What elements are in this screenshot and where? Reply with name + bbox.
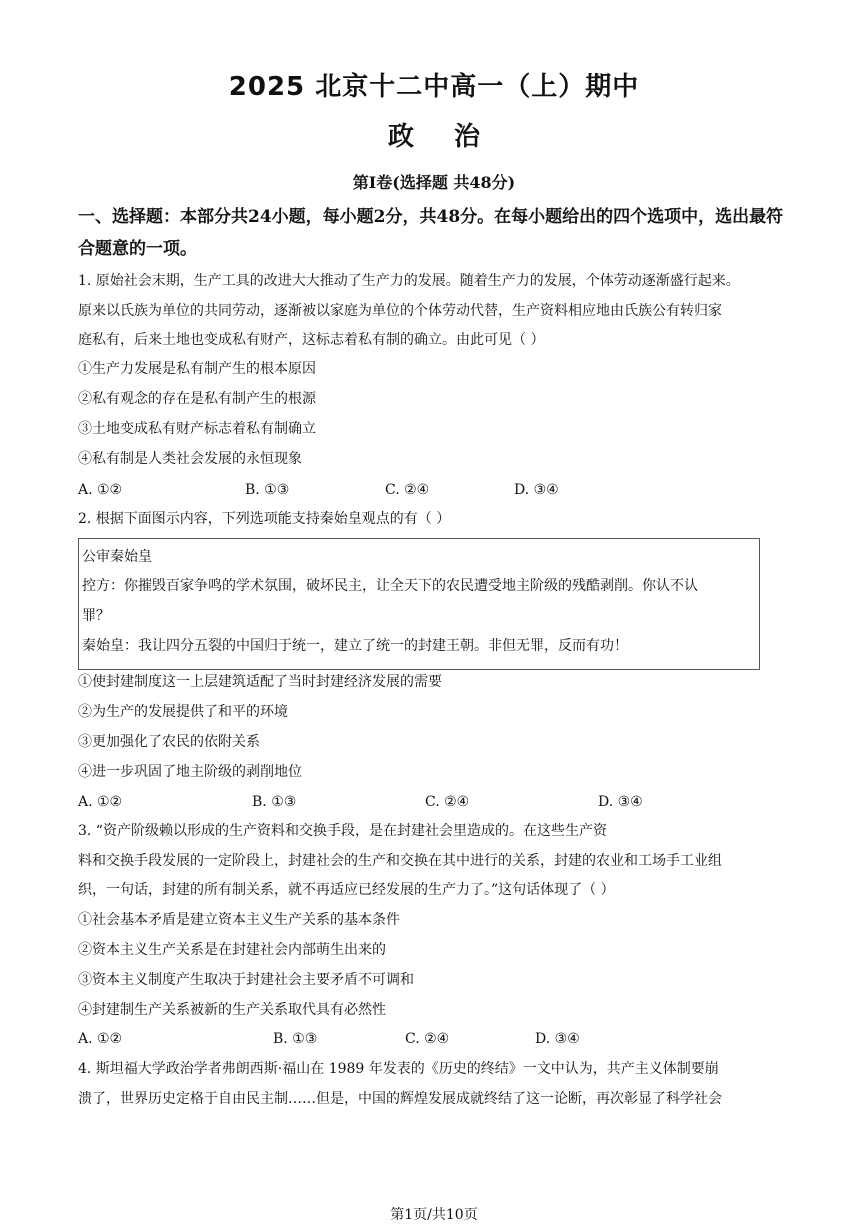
q3-statement-3: ③资本主义制度产生取决于封建社会主要矛盾不可调和 <box>78 972 414 988</box>
q2-box-line-3: 罪？ <box>82 608 110 624</box>
q2-statement-1: ①使封建制度这一上层建筑适配了当时封建经济发展的需要 <box>78 674 442 690</box>
exam-title: 2025 北京十二中高一（上）期中 <box>228 72 640 102</box>
q3-stem-line-3: 织，一句话，封建的所有制关系，就不再适应已经发展的生产力了。”这句话体现了（ ） <box>78 882 615 898</box>
section-heading: 一、选择题：本部分共24小题，每小题2分，共48分。在每小题给出的四个选项中，选出最符合题意的一项。 <box>78 207 784 259</box>
q1-statement-3: ③土地变成私有财产标志着私有制确立 <box>78 421 316 437</box>
q2-material-box <box>78 538 760 670</box>
q2-option-a[interactable]: A. ①② <box>78 794 123 810</box>
volume-heading: 第Ⅰ卷(选择题 共48分) <box>352 173 516 192</box>
q4-stem-line-2: 溃了，世界历史定格于自由民主制……但是，中国的辉煌发展成就终结了这一论断，再次彰显了科学社会 <box>78 1091 722 1107</box>
q1-stem-line-2: 原来以氏族为单位的共同劳动，逐渐被以家庭为单位的个体劳动代替，生产资料相应地由氏族公有转归家 <box>78 303 722 319</box>
q3-option-b[interactable]: B. ①③ <box>273 1031 318 1047</box>
q1-option-b[interactable]: B. ①③ <box>245 482 290 498</box>
q3-option-c[interactable]: C. ②④ <box>405 1031 450 1047</box>
q3-stem-line-2: 料和交换手段发展的一定阶段上，封建社会的生产和交换在其中进行的关系，封建的农业和工场手工业组 <box>78 853 722 869</box>
q3-option-d[interactable]: D. ③④ <box>535 1031 580 1047</box>
q2-option-c[interactable]: C. ②④ <box>425 794 470 810</box>
q2-box-line-4: 秦始皇：我让四分五裂的中国归于统一，建立了统一的封建王朝。非但无罪，反而有功！ <box>82 638 628 654</box>
page-number: 第1页/共10页 <box>390 1207 478 1223</box>
subject-title: 政治 <box>387 122 520 152</box>
q1-option-a[interactable]: A. ①② <box>78 482 123 498</box>
q2-option-d[interactable]: D. ③④ <box>598 794 643 810</box>
q1-stem-line-1: 1. 原始社会末期，生产工具的改进大大推动了生产力的发展。随着生产力的发展，个体劳动逐渐盛行起来。 <box>78 273 740 289</box>
q2-stem: 2. 根据下面图示内容，下列选项能支持秦始皇观点的有（ ） <box>78 511 451 527</box>
q1-statement-2: ②私有观念的存在是私有制产生的根源 <box>78 391 316 407</box>
q2-box-line-2: 控方：你摧毁百家争鸣的学术氛围，破坏民主，让全天下的农民遭受地主阶级的残酷剥削。你认不认 <box>82 578 698 594</box>
q3-statement-4: ④封建制生产关系被新的生产关系取代具有必然性 <box>78 1002 386 1018</box>
q1-statement-1: ①生产力发展是私有制产生的根本原因 <box>78 361 316 377</box>
q1-option-c[interactable]: C. ②④ <box>385 482 430 498</box>
q3-statement-1: ①社会基本矛盾是建立资本主义生产关系的基本条件 <box>78 912 400 928</box>
q1-option-d[interactable]: D. ③④ <box>514 482 559 498</box>
q4-stem-line-1: 4. 斯坦福大学政治学者弗朗西斯·福山在 1989 年发表的《历史的终结》一文中认为，共产主义体制要崩 <box>78 1061 719 1077</box>
q2-statement-2: ②为生产的发展提供了和平的环境 <box>78 704 288 720</box>
q3-stem-line-1: 3. “资产阶级赖以形成的生产资料和交换手段，是在封建社会里造成的。在这些生产资 <box>78 823 607 839</box>
q3-statement-2: ②资本主义生产关系是在封建社会内部萌生出来的 <box>78 942 386 958</box>
q1-stem-line-3: 庭私有，后来土地也变成私有财产，这标志着私有制的确立。由此可见（ ） <box>78 332 545 348</box>
q2-statement-4: ④进一步巩固了地主阶级的剥削地位 <box>78 764 302 780</box>
q3-option-a[interactable]: A. ①② <box>78 1031 123 1047</box>
q2-box-line-1: 公审秦始皇 <box>82 549 152 565</box>
q2-option-b[interactable]: B. ①③ <box>252 794 297 810</box>
q2-statement-3: ③更加强化了农民的依附关系 <box>78 734 260 750</box>
q1-statement-4: ④私有制是人类社会发展的永恒现象 <box>78 451 302 467</box>
